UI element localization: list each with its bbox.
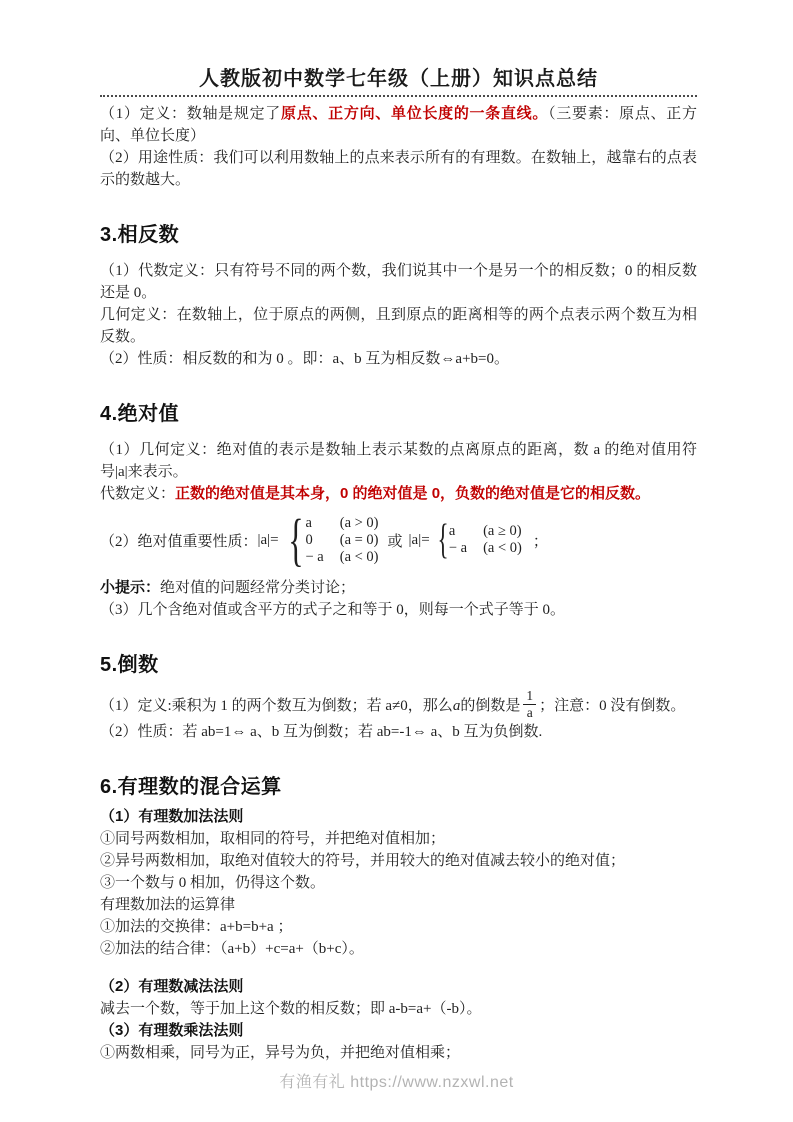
reciprocal-definition-mid: 的倒数是 [460, 697, 521, 714]
tip-text: 绝对值的问题经常分类讨论； [160, 580, 356, 596]
formula-lhs-1: |a|= [257, 531, 279, 548]
absvalue-geometry-definition: （1）几何定义：绝对值的表示是数轴上表示某数的点离原点的距离，数 a 的绝对值用符号|a|来表示。 [100, 442, 697, 480]
section-4-heading: 4.绝对值 [100, 403, 180, 425]
absvalue-tip [100, 577, 697, 599]
fraction-denominator: a [526, 705, 533, 721]
multiplication-rule-text: ①两数相乘，同号为正，异号为负，并把绝对值相乘； [100, 1045, 461, 1062]
numberline-definition-post: （三要素：原点、正方向、单位长度） [100, 106, 697, 144]
case-condition: (a = 0) [339, 531, 379, 548]
commutative-law: ①加法的交换律：a+b=b+a ； [100, 919, 293, 936]
case-condition: (a ≥ 0) [483, 523, 522, 539]
section-6-heading: 6.有理数的混合运算 [100, 776, 282, 799]
formula-tail: ； [532, 533, 548, 550]
formula-lhs-2: |a|= [408, 531, 430, 548]
case-value: − a [448, 540, 468, 556]
absvalue-algebra-highlight: 正数的绝对值是其本身，0 的绝对值是 0，负数的绝对值是它的相反数。 [175, 485, 651, 502]
formula-cases-1-rows [305, 515, 378, 566]
page-title: 人教版初中数学七年级（上册）知识点总结 [199, 68, 598, 90]
case-condition: (a < 0) [339, 548, 379, 565]
formula-cases-2 [433, 519, 522, 561]
multiplication-rules-subheading: （3）有理数乘法法则 [100, 1022, 244, 1040]
case-value: a [448, 523, 456, 539]
addition-laws-title: 有理数加法的运算律 [100, 897, 236, 914]
formula-or-word: 或 [387, 533, 403, 550]
formula-cases-1 [282, 507, 379, 572]
variable-a: a [452, 697, 461, 714]
reciprocal-definition [100, 690, 685, 721]
numberline-definition-pre: （1）定义：数轴是规定了 [100, 106, 282, 122]
reciprocal-definition-pre: （1）定义:乘积为 1 的两个数互为倒数；若 a≠0，那么 [100, 697, 453, 714]
absvalue-piecewise-formula [100, 507, 697, 572]
title-divider [100, 95, 697, 97]
section-5-heading: 5.倒数 [100, 654, 159, 676]
addition-rule-3: ③一个数与 0 相加，仍得这个数。 [100, 875, 326, 892]
reciprocal-definition-post: ；注意：0 没有倒数。 [539, 697, 686, 714]
opposite-geometry-definition: 几何定义：在数轴上，位于原点的两侧，且到原点的距离相等的两个点表示两个数互为相反数。 [100, 307, 697, 345]
absvalue-algebra-definition [100, 483, 697, 505]
numberline-definition-paragraph [100, 103, 697, 147]
associative-law: ②加法的结合律：（a+b）+c=a+（b+c）。 [100, 941, 364, 958]
absvalue-sum-zero-rule: （3）几个含绝对值或含平方的式子之和等于 0，则每一个式子等于 0。 [100, 602, 566, 618]
section-3-heading: 3.相反数 [100, 224, 180, 246]
fraction-numerator: 1 [523, 689, 536, 705]
opposite-property: （2）性质：相反数的和为 0 。即：a、b 互为相反数⇔a+b=0。 [100, 351, 509, 367]
spacer [100, 960, 697, 976]
footer-watermark: 有渔有礼 https://www.nzxwl.net [279, 1074, 514, 1091]
formula-label: （2）绝对值重要性质： [100, 533, 258, 550]
formula-cases-2-rows [449, 523, 522, 557]
opposite-algebra-definition: （1）代数定义：只有符号不同的两个数，我们说其中一个是另一个的相反数；0 的相反数还是 0。 [100, 263, 697, 301]
case-value: a [305, 514, 312, 531]
case-condition: (a < 0) [483, 540, 522, 556]
case-condition: (a > 0) [339, 514, 379, 531]
subtraction-rules-subheading: （2）有理数减法法则 [100, 978, 244, 996]
addition-rules-subheading: （1）有理数加法法则 [100, 808, 244, 826]
addition-rule-2: ②异号两数相加，取绝对值较大的符号，并用较大的绝对值减去较小的绝对值； [100, 853, 626, 870]
absvalue-algebra-label: 代数定义： [100, 486, 176, 502]
tip-label: 小提示： [100, 579, 161, 596]
left-brace-icon: { [437, 517, 449, 563]
fraction-one-over-a [523, 689, 536, 720]
left-brace-icon: { [287, 507, 304, 572]
case-value: − a [305, 548, 324, 565]
subtraction-rule-text: 减去一个数，等于加上这个数的相反数；即 a-b=a+（-b）。 [100, 1001, 482, 1018]
numberline-definition-highlight: 原点、正方向、单位长度的一条直线。 [281, 105, 549, 122]
numberline-usage-paragraph: （2）用途性质：我们可以利用数轴上的点来表示所有的有理数。在数轴上，越靠右的点表示的数越大。 [100, 150, 697, 188]
reciprocal-property: （2）性质：若 ab=1⇔ a、b 互为倒数；若 ab=-1⇔ a、b 互为负倒数. [100, 724, 543, 741]
addition-rule-1: ①同号两数相加，取相同的符号，并把绝对值相加； [100, 831, 446, 848]
case-value: 0 [305, 531, 313, 548]
